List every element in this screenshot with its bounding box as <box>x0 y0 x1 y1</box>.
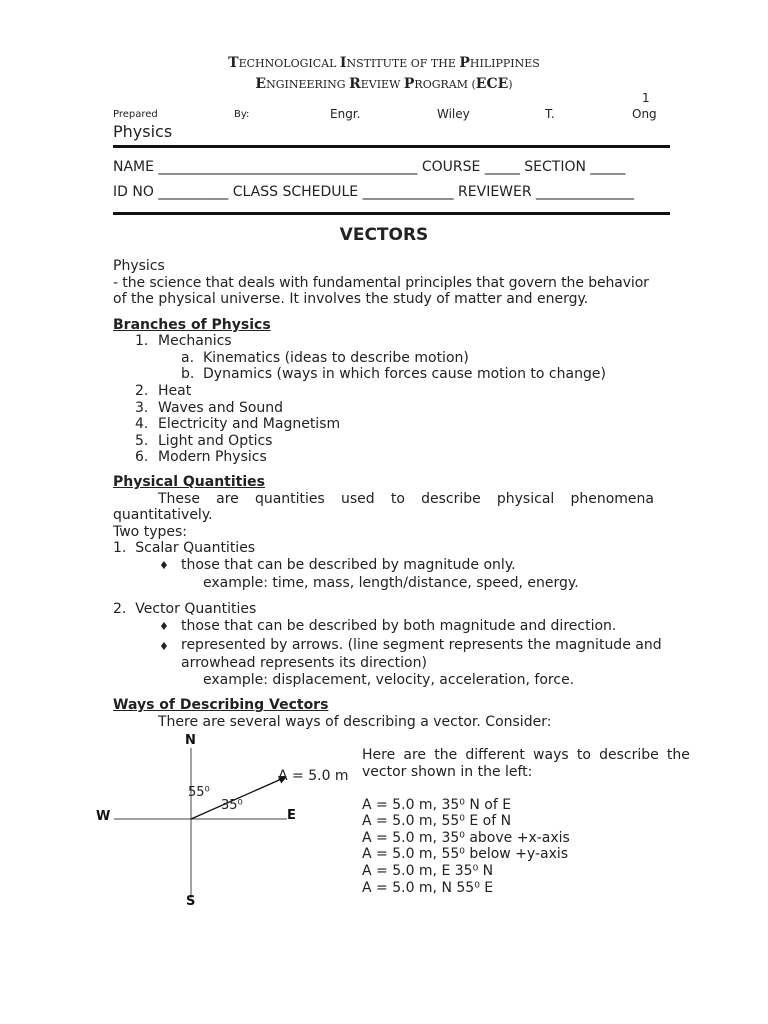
list-item: Electricity and Magnetism <box>158 416 341 432</box>
two-types-label: Two types: <box>113 524 187 540</box>
diamond-bullet-icon: ♦ <box>159 559 169 572</box>
institute-part: HILIPPINES <box>469 57 540 70</box>
vector-description: A = 5.0 m, 55⁰ below +y-axis <box>362 846 569 862</box>
author-initial: T. <box>545 107 555 121</box>
diamond-bullet-icon: ♦ <box>159 640 169 653</box>
program-part: ECE <box>475 76 509 92</box>
vector-bullet-cont: arrowhead represents its direction) <box>181 655 427 671</box>
word: physical <box>496 491 555 507</box>
vector-bullet: represented by arrows. (line segment represents the magnitude and <box>181 637 662 653</box>
intro-line: - the science that deals with fundamental principles that govern the behavior <box>113 275 649 291</box>
vector-example: example: displacement, velocity, acceleration, force. <box>203 672 575 688</box>
institute-part: I <box>339 55 347 71</box>
institute-part: ECHNOLOGICAL <box>238 57 340 70</box>
ways-intro: There are several ways of describing a vector. Consider: <box>158 714 552 730</box>
word: are <box>403 747 427 763</box>
vector-bullet: those that can be described by both magnitude and direction. <box>181 618 617 634</box>
vector-description: A = 5.0 m, E 35⁰ N <box>362 863 494 879</box>
word: used <box>341 491 375 507</box>
vector-description: A = 5.0 m, 35⁰ above +x-axis <box>362 830 570 846</box>
word: quantities <box>254 491 325 507</box>
list-item: Light and Optics <box>158 433 273 449</box>
list-item: Kinematics (ideas to describe motion) <box>203 350 469 366</box>
list-number: 4. <box>135 416 149 432</box>
quantities-desc-line <box>158 491 654 508</box>
program-part: NGINEERING <box>266 78 350 91</box>
vector-magnitude-label: A = 5.0 m <box>278 768 349 784</box>
page-number: 1 <box>642 91 650 105</box>
west-label: W <box>96 809 111 824</box>
author-engr: Engr. <box>330 107 361 121</box>
list-number: 1. <box>135 333 149 349</box>
vector-description: A = 5.0 m, N 55⁰ E <box>362 880 494 896</box>
list-item: Modern Physics <box>158 449 267 465</box>
list-number: a. <box>181 350 195 366</box>
ways-right-line <box>362 747 690 764</box>
word: to <box>576 747 591 763</box>
word: to <box>390 491 405 507</box>
word: describe <box>599 747 659 763</box>
list-number: 3. <box>135 400 149 416</box>
prepared-label: Prepared <box>113 109 158 120</box>
intro-term: Physics <box>113 258 165 274</box>
word: the <box>434 747 458 763</box>
word: the <box>666 747 690 763</box>
program-part: P <box>403 76 415 92</box>
word: describe <box>421 491 481 507</box>
word: phenomena <box>570 491 654 507</box>
word: Here <box>362 747 396 763</box>
diamond-bullet-icon: ♦ <box>159 620 169 633</box>
angle-from-east-label: 35⁰ <box>221 798 243 813</box>
angle-from-north-label: 55⁰ <box>188 785 210 800</box>
list-number: b. <box>181 366 195 382</box>
page-title: VECTORS <box>339 225 429 245</box>
scalar-title: 1. Scalar Quantities <box>113 540 256 556</box>
list-number: 6. <box>135 449 149 465</box>
list-item: Heat <box>158 383 192 399</box>
divider-bottom <box>113 212 670 215</box>
list-item: Mechanics <box>158 333 232 349</box>
south-label: S <box>186 894 196 909</box>
program-title <box>0 73 768 92</box>
institute-part: NSTITUTE OF THE <box>346 57 460 70</box>
program-part: ) <box>508 78 513 91</box>
word: These <box>158 491 200 507</box>
quantities-desc-end: quantitatively. <box>113 507 213 523</box>
word: different <box>465 747 525 763</box>
list-item: Dynamics (ways in which forces cause motion to change) <box>203 366 606 382</box>
ways-heading: Ways of Describing Vectors <box>113 697 329 713</box>
institute-part: P <box>459 55 470 71</box>
branches-heading: Branches of Physics <box>113 317 271 333</box>
vector-title: 2. Vector Quantities <box>113 601 257 617</box>
vector-diagram <box>90 728 360 913</box>
north-label: N <box>185 733 196 748</box>
scalar-example: example: time, mass, length/distance, speed, energy. <box>203 575 579 591</box>
word: ways <box>533 747 569 763</box>
program-part: EVIEW <box>360 78 404 91</box>
by-label: By: <box>234 109 250 120</box>
institute-title <box>0 52 768 71</box>
intro-line: of the physical universe. It involves the study of matter and energy. <box>113 291 589 307</box>
form-line-id: ID NO __________ CLASS SCHEDULE _____________ REVIEWER ______________ <box>113 184 635 200</box>
program-part: E <box>255 76 267 92</box>
list-number: 2. <box>135 383 149 399</box>
form-line-name: NAME _____________________________________ COURSE _____ SECTION _____ <box>113 159 626 175</box>
scalar-bullet: those that can be described by magnitude only. <box>181 557 516 573</box>
subject-label: Physics <box>113 122 173 141</box>
vector-description: A = 5.0 m, 55⁰ E of N <box>362 813 512 829</box>
list-item: Waves and Sound <box>158 400 284 416</box>
divider-top <box>113 145 670 148</box>
program-part: ROGRAM ( <box>414 78 476 91</box>
list-number: 5. <box>135 433 149 449</box>
east-label: E <box>287 808 296 823</box>
quantities-heading: Physical Quantities <box>113 474 265 490</box>
ways-right-line2: vector shown in the left: <box>362 764 533 780</box>
author-first: Wiley <box>437 107 470 121</box>
vector-description: A = 5.0 m, 35⁰ N of E <box>362 797 512 813</box>
institute-part: T <box>228 55 239 71</box>
word: are <box>216 491 239 507</box>
author-last: Ong <box>632 107 657 121</box>
program-part: R <box>349 76 361 92</box>
